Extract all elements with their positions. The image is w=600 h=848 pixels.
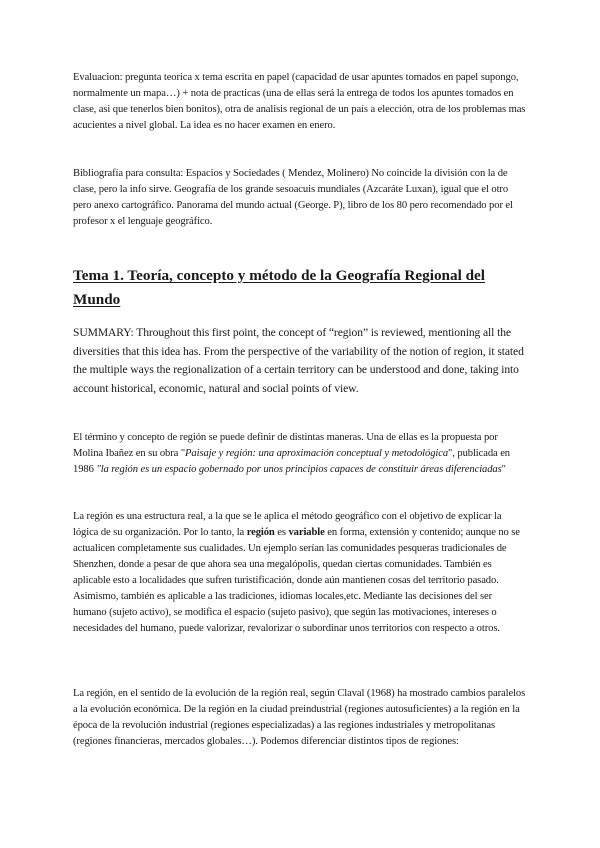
definition-paragraph: [73, 430, 528, 478]
summary-paragraph: SUMMARY: Throughout this first point, the concept of “region” is reviewed, mentioning all the diversities that this idea has. From the perspective of the variability of the notion of region, it stated the multiple ways the regionalization of a certain territory can be understood and done, taking into account historical, economic, natural and social points of view.: [73, 326, 524, 395]
structure-bold-variable: variable: [288, 527, 325, 538]
structure-bold-region: región: [246, 527, 275, 538]
definition-middle: ", publicada en 1986: [73, 448, 510, 475]
definition-quote: "la región es un espacio gobernado por unos principios capaces de constituir áreas diferenciadas: [96, 464, 502, 475]
evaluation-paragraph: Evaluacion: pregunta teorica x tema escrita en papel (capacidad de usar apuntes tomados en papel supongo, normalmente un mapa…) + nota de practicas (una de ellas será la entrega de todos los apuntes tomados en clase, asi que tenerlos bien bonitos), otra de analisis regional de un país a elección, otra de los problemas mas acucientes a nivel global. La idea es no hacer examen en enero.: [73, 72, 526, 131]
structure-part1: La región es una estructura real, a la que se le aplica el método geográfico con el objetivo de explicar la lógica de su organización. Por lo tanto, la: [73, 511, 502, 538]
bibliography-paragraph: Bibliografía para consulta: Espacios y Sociedades ( Mendez, Molinero) No coincide la división con la de clase, pero la info sirve. Geografía de los grande sesoacuis mundiales (Azcaráte Luxan), igual que el otro pero anexo cartográfico. Panorama del mundo actual (George. P), libro de los 80 pero recomendado por el profesor x el lenguaje geográfico.: [73, 168, 513, 227]
evolution-paragraph: La región, en el sentido de la evolución de la región real, según Claval (1968) ha mostrado cambios paralelos a la evolución económica. De la región en la ciudad preindustrial (regiones autosuficientes) a la región en la época de la revolución industrial (regiones especializadas) a las regiones industriales y metropolitanas (regiones financieras, mercados globales…). Podemos diferenciar distintos tipos de regiones:: [73, 688, 526, 747]
definition-work-title: Paisaje y región: una aproximación conceptual y metodológica: [185, 448, 449, 459]
definition-end: ": [501, 464, 506, 475]
structure-part3: en forma, extensión y contenido; aunque no se actualicen completamente sus cualidades. Un ejemplo serían las comunidades pesqueras tradicionales de Shenzhen, donde a pesar de que ahora sea una megalópolis, quedan ciertas comunidades. También es aplicable esto a localidades que sufren turistificación, donde aún mantienen cosas del territorio pasado. Asimismo, también es aplicable a las tradiciones, idiomas locales,etc. Mediante las decisiones del ser humano (sujeto activo), se modifica el espacio (sujeto pasivo), que según las motivaciones, intereses o necesidades del humano, puede valorizar, revalorizar o subordinar unos territorios con respecto a otros.: [73, 527, 520, 634]
structure-paragraph: [73, 509, 528, 637]
definition-intro: El término y concepto de región se puede definir de distintas maneras. Una de ellas es la propuesta por Molina Ibañez en su obra ": [73, 432, 498, 459]
structure-part2: es: [274, 527, 289, 538]
section-heading: Tema 1. Teoría, concepto y método de la Geografía Regional del Mundo: [73, 267, 485, 308]
